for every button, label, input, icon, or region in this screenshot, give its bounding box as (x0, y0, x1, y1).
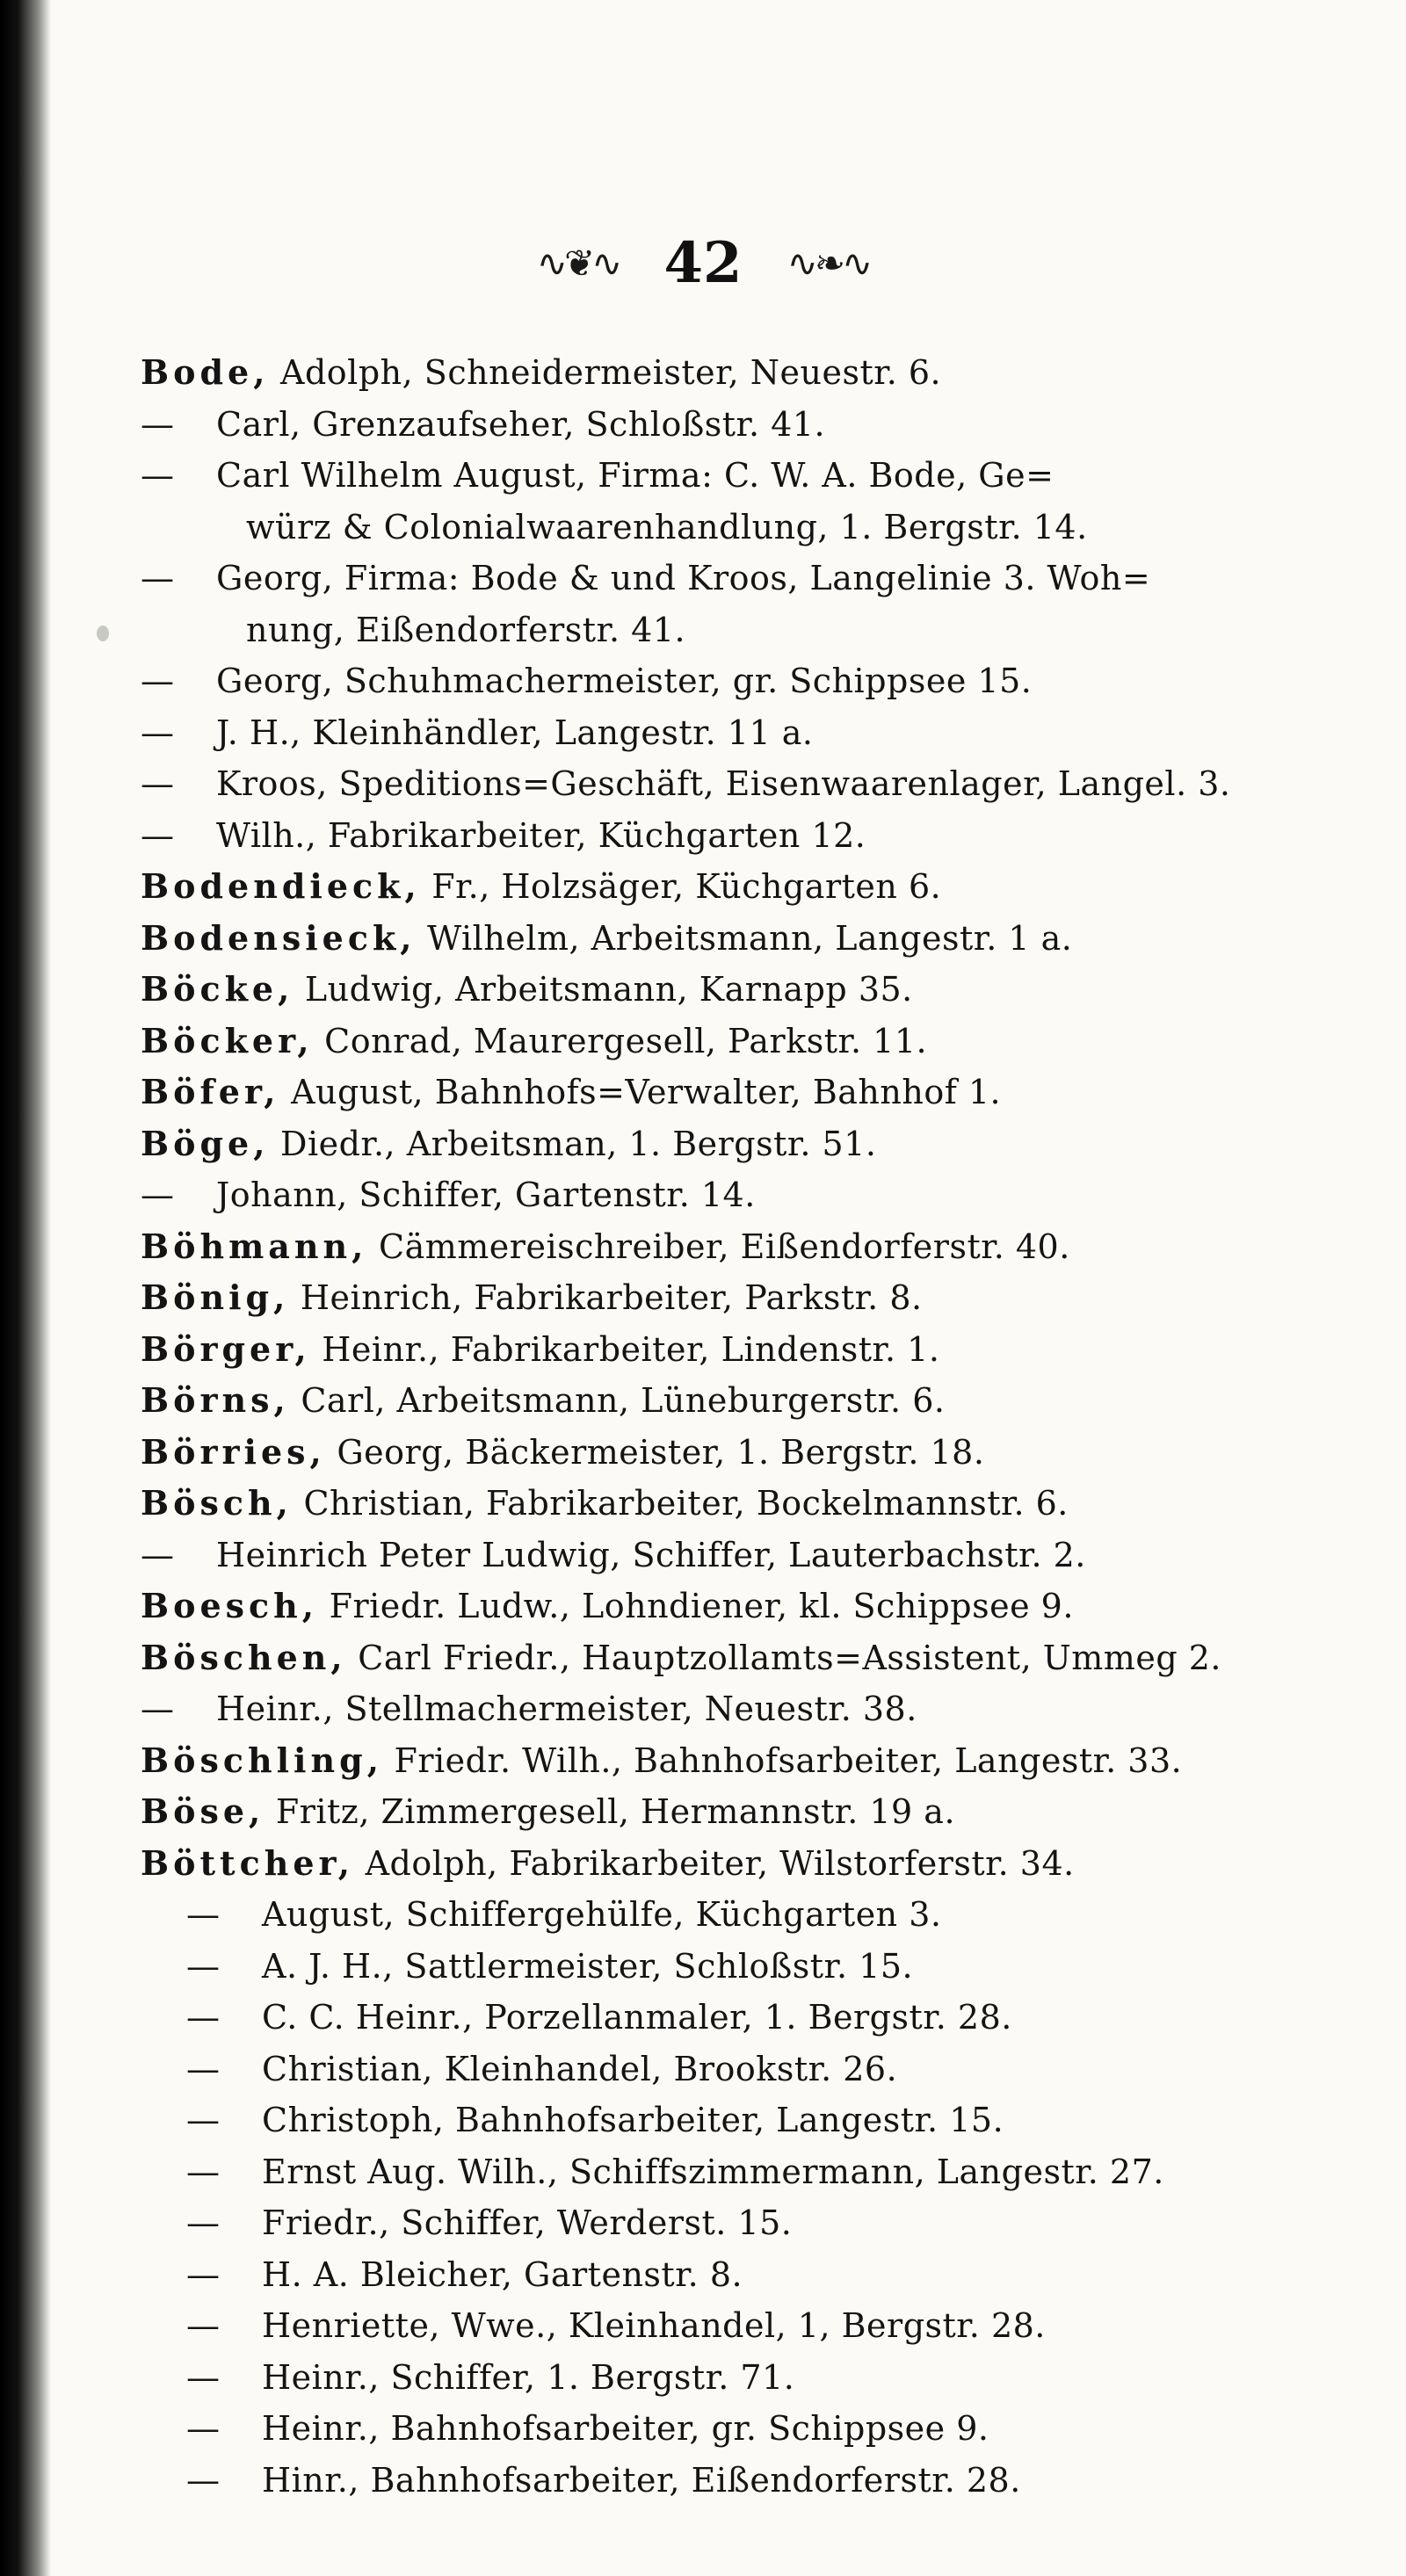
directory-subentry (141, 2455, 1274, 2507)
entry-details: Ernst Aug. Wilh., Schiffszimmermann, Langestr. 27. (262, 2152, 1164, 2191)
entry-surname: Börger, (141, 1328, 311, 1369)
entry-surname: Börns, (141, 1380, 290, 1420)
entry-details: Friedr., Schiffer, Werderst. 15. (262, 2203, 793, 2242)
directory-subentry (141, 553, 1274, 604)
entry-details: Carl Wilhelm August, Firma: C. W. A. Bode, Ge= (216, 456, 1054, 495)
directory-subentry (141, 1889, 1274, 1941)
ditto-dash: — (141, 456, 174, 495)
directory-subentry (141, 655, 1274, 707)
entry-details: Heinr., Stellmachermeister, Neuestr. 38. (216, 1690, 917, 1728)
directory-entry (141, 913, 1274, 965)
entry-details: J. H., Kleinhändler, Langestr. 11 a. (216, 713, 814, 752)
entry-details: Christoph, Bahnhofsarbeiter, Langestr. 15. (262, 2101, 1004, 2139)
entry-surname: Böfer, (141, 1072, 280, 1111)
entry-details: nung, Eißendorferstr. 41. (246, 610, 686, 649)
entry-details: Georg, Firma: Bode & und Kroos, Langelinie 3. Woh= (216, 559, 1151, 597)
directory-entry (141, 1016, 1274, 1067)
ditto-dash: — (141, 815, 174, 855)
entry-surname: Böse, (141, 1791, 265, 1831)
ditto-dash: — (186, 2203, 220, 2242)
entry-details: Carl, Grenzaufseher, Schloßstr. 41. (216, 404, 826, 444)
directory-entry (141, 1067, 1274, 1118)
ditto-dash: — (186, 1946, 220, 1986)
entry-surname: Böttcher, (141, 1842, 354, 1883)
directory-subentry (141, 2300, 1274, 2352)
ditto-dash: — (186, 1998, 220, 2037)
directory-subentry (141, 450, 1274, 502)
directory-entry (141, 1735, 1274, 1787)
directory-subentry (141, 1169, 1274, 1221)
entry-surname: Böschling, (141, 1740, 383, 1780)
entry-details: Diedr., Arbeitsman, 1. Bergstr. 51. (269, 1124, 877, 1163)
directory-subentry (141, 707, 1274, 759)
entry-details: Heinrich, Fabrikarbeiter, Parkstr. 8. (289, 1278, 923, 1317)
entry-details: Fritz, Zimmergesell, Hermannstr. 19 a. (265, 1792, 956, 1831)
entry-surname: Bodensieck, (141, 917, 417, 958)
entry-surname: Börries, (141, 1431, 326, 1472)
entry-details: Kroos, Speditions=Geschäft, Eisenwaarenlager, Langel. 3. (216, 764, 1231, 803)
ditto-dash: — (141, 662, 174, 700)
directory-subentry (141, 758, 1274, 810)
ditto-dash: — (186, 2254, 220, 2294)
page-edge-shadow (0, 0, 51, 2576)
entry-details: Ludwig, Arbeitsmann, Karnapp 35. (294, 970, 913, 1009)
ditto-dash: — (141, 1690, 174, 1728)
entry-details: August, Schiffergehülfe, Küchgarten 3. (262, 1895, 942, 1934)
paper-spot (97, 626, 109, 641)
ditto-dash: — (141, 559, 174, 597)
entry-details: Georg, Bäckermeister, 1. Bergstr. 18. (325, 1432, 985, 1472)
ditto-dash: — (141, 404, 174, 444)
entry-details: Adolph, Schneidermeister, Neuestr. 6. (269, 353, 942, 392)
ditto-dash: — (186, 2049, 220, 2088)
entry-details: Georg, Schuhmachermeister, gr. Schippsee 15. (216, 662, 1033, 700)
directory-entry (141, 1427, 1274, 1479)
entry-details: Heinrich Peter Ludwig, Schiffer, Lauterbachstr. 2. (216, 1535, 1086, 1574)
directory-subentry (141, 2403, 1274, 2455)
entry-surname: Bösch, (141, 1483, 293, 1523)
entry-details: Adolph, Fabrikarbeiter, Wilstorferstr. 34. (354, 1843, 1075, 1883)
directory-subentry (141, 810, 1274, 862)
entry-details: Johann, Schiffer, Gartenstr. 14. (216, 1176, 756, 1214)
directory-entry (141, 1786, 1274, 1838)
entry-surname: Böcker, (141, 1020, 314, 1060)
ditto-dash: — (141, 764, 174, 803)
entry-details: Heinr., Bahnhofsarbeiter, gr. Schippsee 9. (262, 2409, 989, 2448)
entry-details: C. C. Heinr., Porzellanmaler, 1. Bergstr. 28. (262, 1998, 1012, 2037)
entry-surname: Bönig, (141, 1277, 290, 1317)
entry-surname: Böhmann, (141, 1226, 368, 1266)
entry-surname: Böge, (141, 1123, 270, 1163)
entry-details: Conrad, Maurergesell, Parkstr. 11. (313, 1021, 928, 1060)
ditto-dash: — (141, 713, 174, 752)
entry-details: Christian, Fabrikarbeiter, Bockelmannstr. 6. (292, 1484, 1069, 1523)
directory-subentry (141, 1941, 1274, 1993)
directory-subentry (141, 2146, 1274, 2198)
ditto-dash: — (141, 1535, 174, 1574)
entry-details: Carl Friedr., Hauptzollamts=Assistent, Ummeg 2. (346, 1638, 1221, 1677)
directory-entry-continuation (141, 502, 1274, 554)
directory-entry (141, 1375, 1274, 1427)
entry-surname: Böschen, (141, 1637, 347, 1677)
entry-details: H. A. Bleicher, Gartenstr. 8. (262, 2254, 743, 2294)
entry-surname: Bodendieck, (141, 866, 421, 906)
entry-surname: Böcke, (141, 969, 294, 1009)
entry-details: würz & Colonialwaarenhandlung, 1. Bergstr. 14. (246, 507, 1088, 546)
entry-details: Henriette, Wwe., Kleinhandel, 1, Bergstr. 28. (262, 2306, 1046, 2345)
directory-subentry (141, 2095, 1274, 2146)
page-number: 42 (663, 230, 743, 296)
ditto-dash: — (141, 1176, 174, 1214)
entry-details: Carl, Arbeitsmann, Lüneburgerstr. 6. (289, 1381, 946, 1420)
directory-entry (141, 964, 1274, 1016)
directory-entry (141, 1478, 1274, 1530)
directory-entry (141, 1221, 1274, 1273)
directory-entry (141, 1324, 1274, 1376)
entry-surname: Boesch, (141, 1586, 319, 1625)
directory-subentry (141, 2044, 1274, 2095)
directory-entry (141, 1272, 1274, 1324)
directory-entry (141, 1581, 1274, 1632)
directory-subentry (141, 2352, 1274, 2404)
entry-details: Fr., Holzsäger, Küchgarten 6. (420, 867, 942, 906)
ditto-dash: — (186, 1895, 220, 1934)
ditto-dash: — (186, 2409, 220, 2448)
directory-entry (141, 861, 1274, 913)
ditto-dash: — (186, 2152, 220, 2191)
entry-details: Heinr., Schiffer, 1. Bergstr. 71. (262, 2357, 795, 2397)
address-entries (141, 347, 1274, 2506)
entry-details: A. J. H., Sattlermeister, Schloßstr. 15. (262, 1946, 914, 1986)
directory-subentry (141, 1992, 1274, 2044)
entry-details: Wilh., Fabrikarbeiter, Küchgarten 12. (216, 815, 866, 855)
entry-details: Friedr. Wilh., Bahnhofsarbeiter, Langestr. 33. (382, 1740, 1183, 1780)
directory-entry (141, 1632, 1274, 1684)
entry-details: Hinr., Bahnhofsarbeiter, Eißendorferstr. 28. (262, 2460, 1021, 2500)
directory-entry (141, 347, 1274, 399)
entry-details: Cämmereischreiber, Eißendorferstr. 40. (367, 1226, 1070, 1266)
ditto-dash: — (186, 2460, 220, 2500)
ditto-dash: — (186, 2357, 220, 2397)
ornament-left-icon: ∿❦∿ (536, 242, 620, 285)
directory-entry (141, 1118, 1274, 1170)
entry-details: Christian, Kleinhandel, Brookstr. 26. (262, 2049, 898, 2088)
directory-subentry (141, 399, 1274, 451)
directory-subentry (141, 1530, 1274, 1581)
directory-subentry (141, 2197, 1274, 2249)
directory-entry (141, 1838, 1274, 1890)
entry-surname: Bode, (141, 352, 270, 392)
page-header (0, 230, 1406, 300)
entry-details: Friedr. Ludw., Lohndiener, kl. Schippsee 9. (318, 1587, 1074, 1625)
entry-details: Wilhelm, Arbeitsmann, Langestr. 1 a. (416, 918, 1073, 958)
ornament-right-icon: ∿❧∿ (786, 242, 870, 285)
directory-subentry (141, 1683, 1274, 1735)
ditto-dash: — (186, 2306, 220, 2345)
entry-details: August, Bahnhofs=Verwalter, Bahnhof 1. (279, 1073, 1002, 1111)
entry-details: Heinr., Fabrikarbeiter, Lindenstr. 1. (310, 1329, 940, 1369)
ditto-dash: — (186, 2101, 220, 2139)
directory-subentry (141, 2249, 1274, 2301)
directory-entry-continuation (141, 604, 1274, 656)
